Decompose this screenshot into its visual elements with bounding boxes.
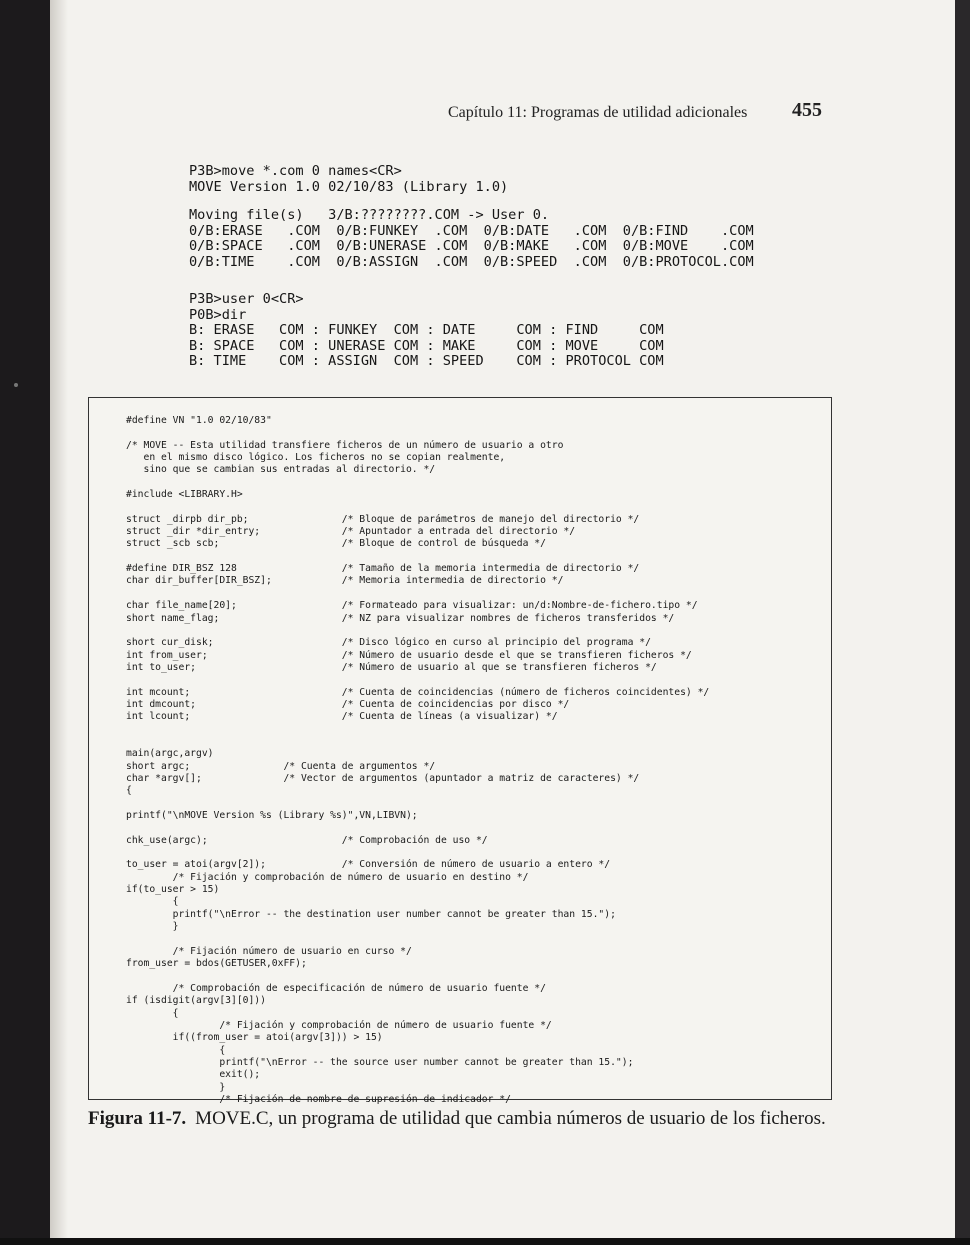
page-gutter-shadow — [50, 0, 68, 1238]
code-listing: #define VN "1.0 02/10/83" /* MOVE -- Esta utilidad transfiere ficheros de un número de usuario a otro en el mismo disco lógico. Los ficheros no se copian realmente, sino que se cambian sus entradas al directorio. */ #include <LIBRARY.H> struct _dirpb dir_pb; /* Bloque de parámetros de manejo del directorio */ struct _dir *dir_entry; /* Apuntador a entrada del directorio */ struct _scb scb; /* Bloque de control de búsqueda */ #define DIR_BSZ 128 /* Tamaño de la memoria intermedia de directorio */ char dir_buffer[DIR_BSZ]; /* Memoria intermedia de directorio */ char file_name[20]; /* Formateado para visualizar: un/d:Nombre-de-fichero.tipo */ short name_flag; /* NZ para visualizar nombres de ficheros transferidos */ short cur_disk; /* Disco lógico en curso al principio del programa */ int from_user; /* Número de usuario desde el que se transfieren ficheros */ int to_user; /* Número de usuario al que se transfieren ficheros */ int mcount; /* Cuenta de coincidencias (número de ficheros coincidentes) */ int dmcount; /* Cuenta de coincidencias por disco */ int lcount; /* Cuenta de líneas (a visualizar) */ main(argc,argv) short argc; /* Cuenta de argumentos */ char *argv[]; /* Vector de argumentos (apuntador a matriz de caracteres) */ { printf("\nMOVE Version %s (Library %s)",VN,LIBVN); chk_use(argc); /* Comprobación de uso */ to_user = atoi(argv[2]); /* Conversión de número de usuario a entero */ /* Fijación y comprobación de número de usuario en destino */ if(to_user > 15) { printf("\nError -- the destination user number cannot be greater than 15."); } /* Fijación número de usuario en curso */ from_user = bdos(GETUSER,0xFF); /* Comprobación de especificación de número de usuario fuente */ if (isdigit(argv[3][0])) { /* Fijación y comprobación de número de usuario fuente */ if((from_user = atoi(argv[3])) > 15) { printf("\nError -- the source user number cannot be greater than 15."); exit(); } /* Fijación de nombre de supresión de indicador */ — [126, 415, 710, 1105]
figure-caption-text: MOVE.C, un programa de utilidad que cambia números de usuario de los ficheros. — [195, 1108, 826, 1129]
terminal-session-move: P3B>move *.com 0 names<CR> MOVE Version 1.0 02/10/83 (Library 1.0) — [189, 163, 509, 195]
page-number: 455 — [792, 99, 822, 121]
chapter-title: Capítulo 11: Programas de utilidad adicionales — [448, 104, 748, 121]
stray-mark — [14, 383, 18, 387]
figure-label: Figura 11-7. — [88, 1108, 187, 1129]
terminal-dir-listing: P3B>user 0<CR> P0B>dir B: ERASE COM : FUNKEY COM : DATE COM : FIND COM B: SPACE COM : UNERASE COM : MAKE COM : MOVE COM B: TIME COM : ASSIGN COM : SPEED COM : PROTOCOL COM — [189, 291, 664, 369]
code-listing-box — [88, 397, 832, 1105]
figure-caption — [88, 1108, 868, 1130]
terminal-moving-files: Moving file(s) 3/B:????????.COM -> User 0. 0/B:ERASE .COM 0/B:FUNKEY .COM 0/B:DATE .COM 0/B:FIND .COM 0/B:SPACE .COM 0/B:UNERASE .COM 0/B:MAKE .COM 0/B:MOVE .COM 0/B:TIME .COM 0/B:ASSIGN .COM 0/B:SPEED .COM 0/B:PROTOCOL.COM — [189, 207, 754, 270]
running-header — [430, 98, 830, 128]
page-edge — [955, 0, 970, 1245]
bottom-shadow — [0, 1238, 970, 1245]
